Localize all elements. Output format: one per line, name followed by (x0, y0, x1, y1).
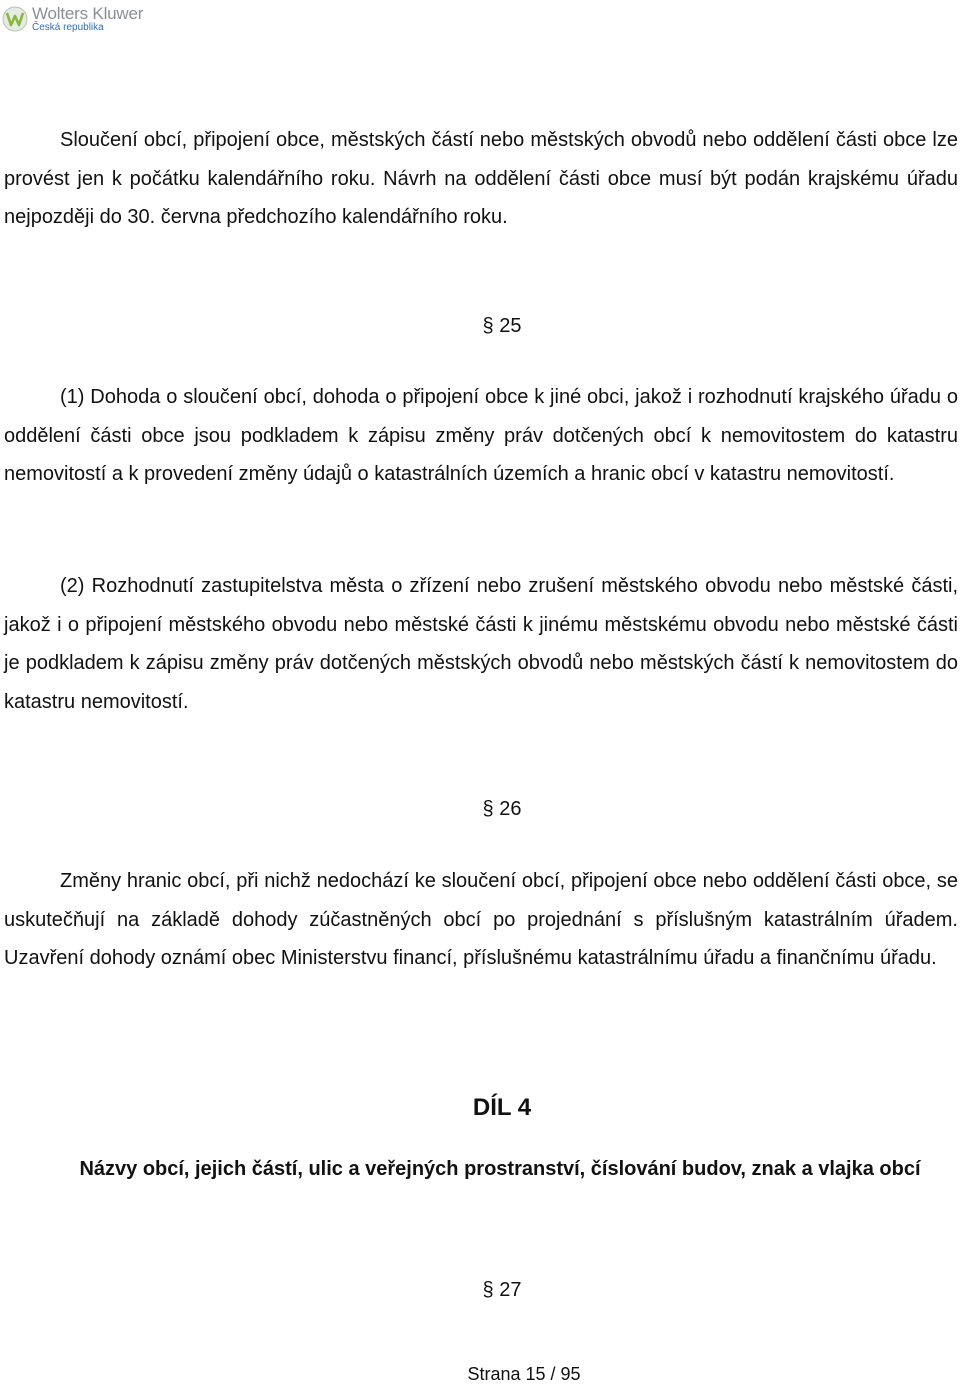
logo-text (32, 5, 143, 33)
part-4-heading: DÍL 4 (472, 1094, 532, 1121)
logo-brand: Wolters Kluwer (32, 4, 144, 23)
section-25-paragraph-2: (2) Rozhodnutí zastupitelstva města o zřízení nebo zrušení městského obvodu nebo městské části, jakož i o připojení městského obvodu nebo městské části k jinému městskému obvodu nebo městské části je podkladem k zápisu změny práv dotčených městských obvodů nebo městských částí k nemovitostem do katastru nemovitostí. (4, 575, 958, 713)
section-26-heading: § 26 (482, 798, 522, 820)
page-number: Strana 15 / 95 (467, 1364, 581, 1384)
publisher-logo (2, 3, 143, 35)
section-27-heading: § 27 (482, 1279, 522, 1301)
section-26-paragraph: Změny hranic obcí, při nichž nedochází ke sloučení obcí, připojení obce nebo oddělení části obce, se uskutečňují na základě dohody zúčastněných obcí po projednání s příslušným katastrálním úřadem. Uzavření dohody oznámí obec Ministerstvu financí, příslušnému katastrálnímu úřadu a finančnímu úřadu. (4, 870, 958, 969)
logo-subbrand: Česká republika (32, 22, 104, 33)
intro-paragraph: Sloučení obcí, připojení obce, městských částí nebo městských obvodů nebo oddělení části obce lze provést jen k počátku kalendářního roku. Návrh na oddělení části obce musí být podán krajskému úřadu nejpozději do 30. června předchozího kalendářního roku. (4, 129, 958, 228)
section-25-heading: § 25 (482, 315, 522, 337)
wolters-kluwer-logo-icon (2, 6, 28, 32)
part-4-title: Názvy obcí, jejich částí, ulic a veřejných prostranství, číslování budov, znak a vlajka obcí (79, 1158, 921, 1180)
section-25-paragraph-1: (1) Dohoda o sloučení obcí, dohoda o připojení obce k jiné obci, jakož i rozhodnutí krajského úřadu o oddělení části obce jsou podkladem k zápisu změny práv dotčených obcí k nemovitostem do katastru nemovitostí a k provedení změny údajů o katastrálních územích a hranic obcí v katastru nemovitostí. (4, 386, 958, 485)
